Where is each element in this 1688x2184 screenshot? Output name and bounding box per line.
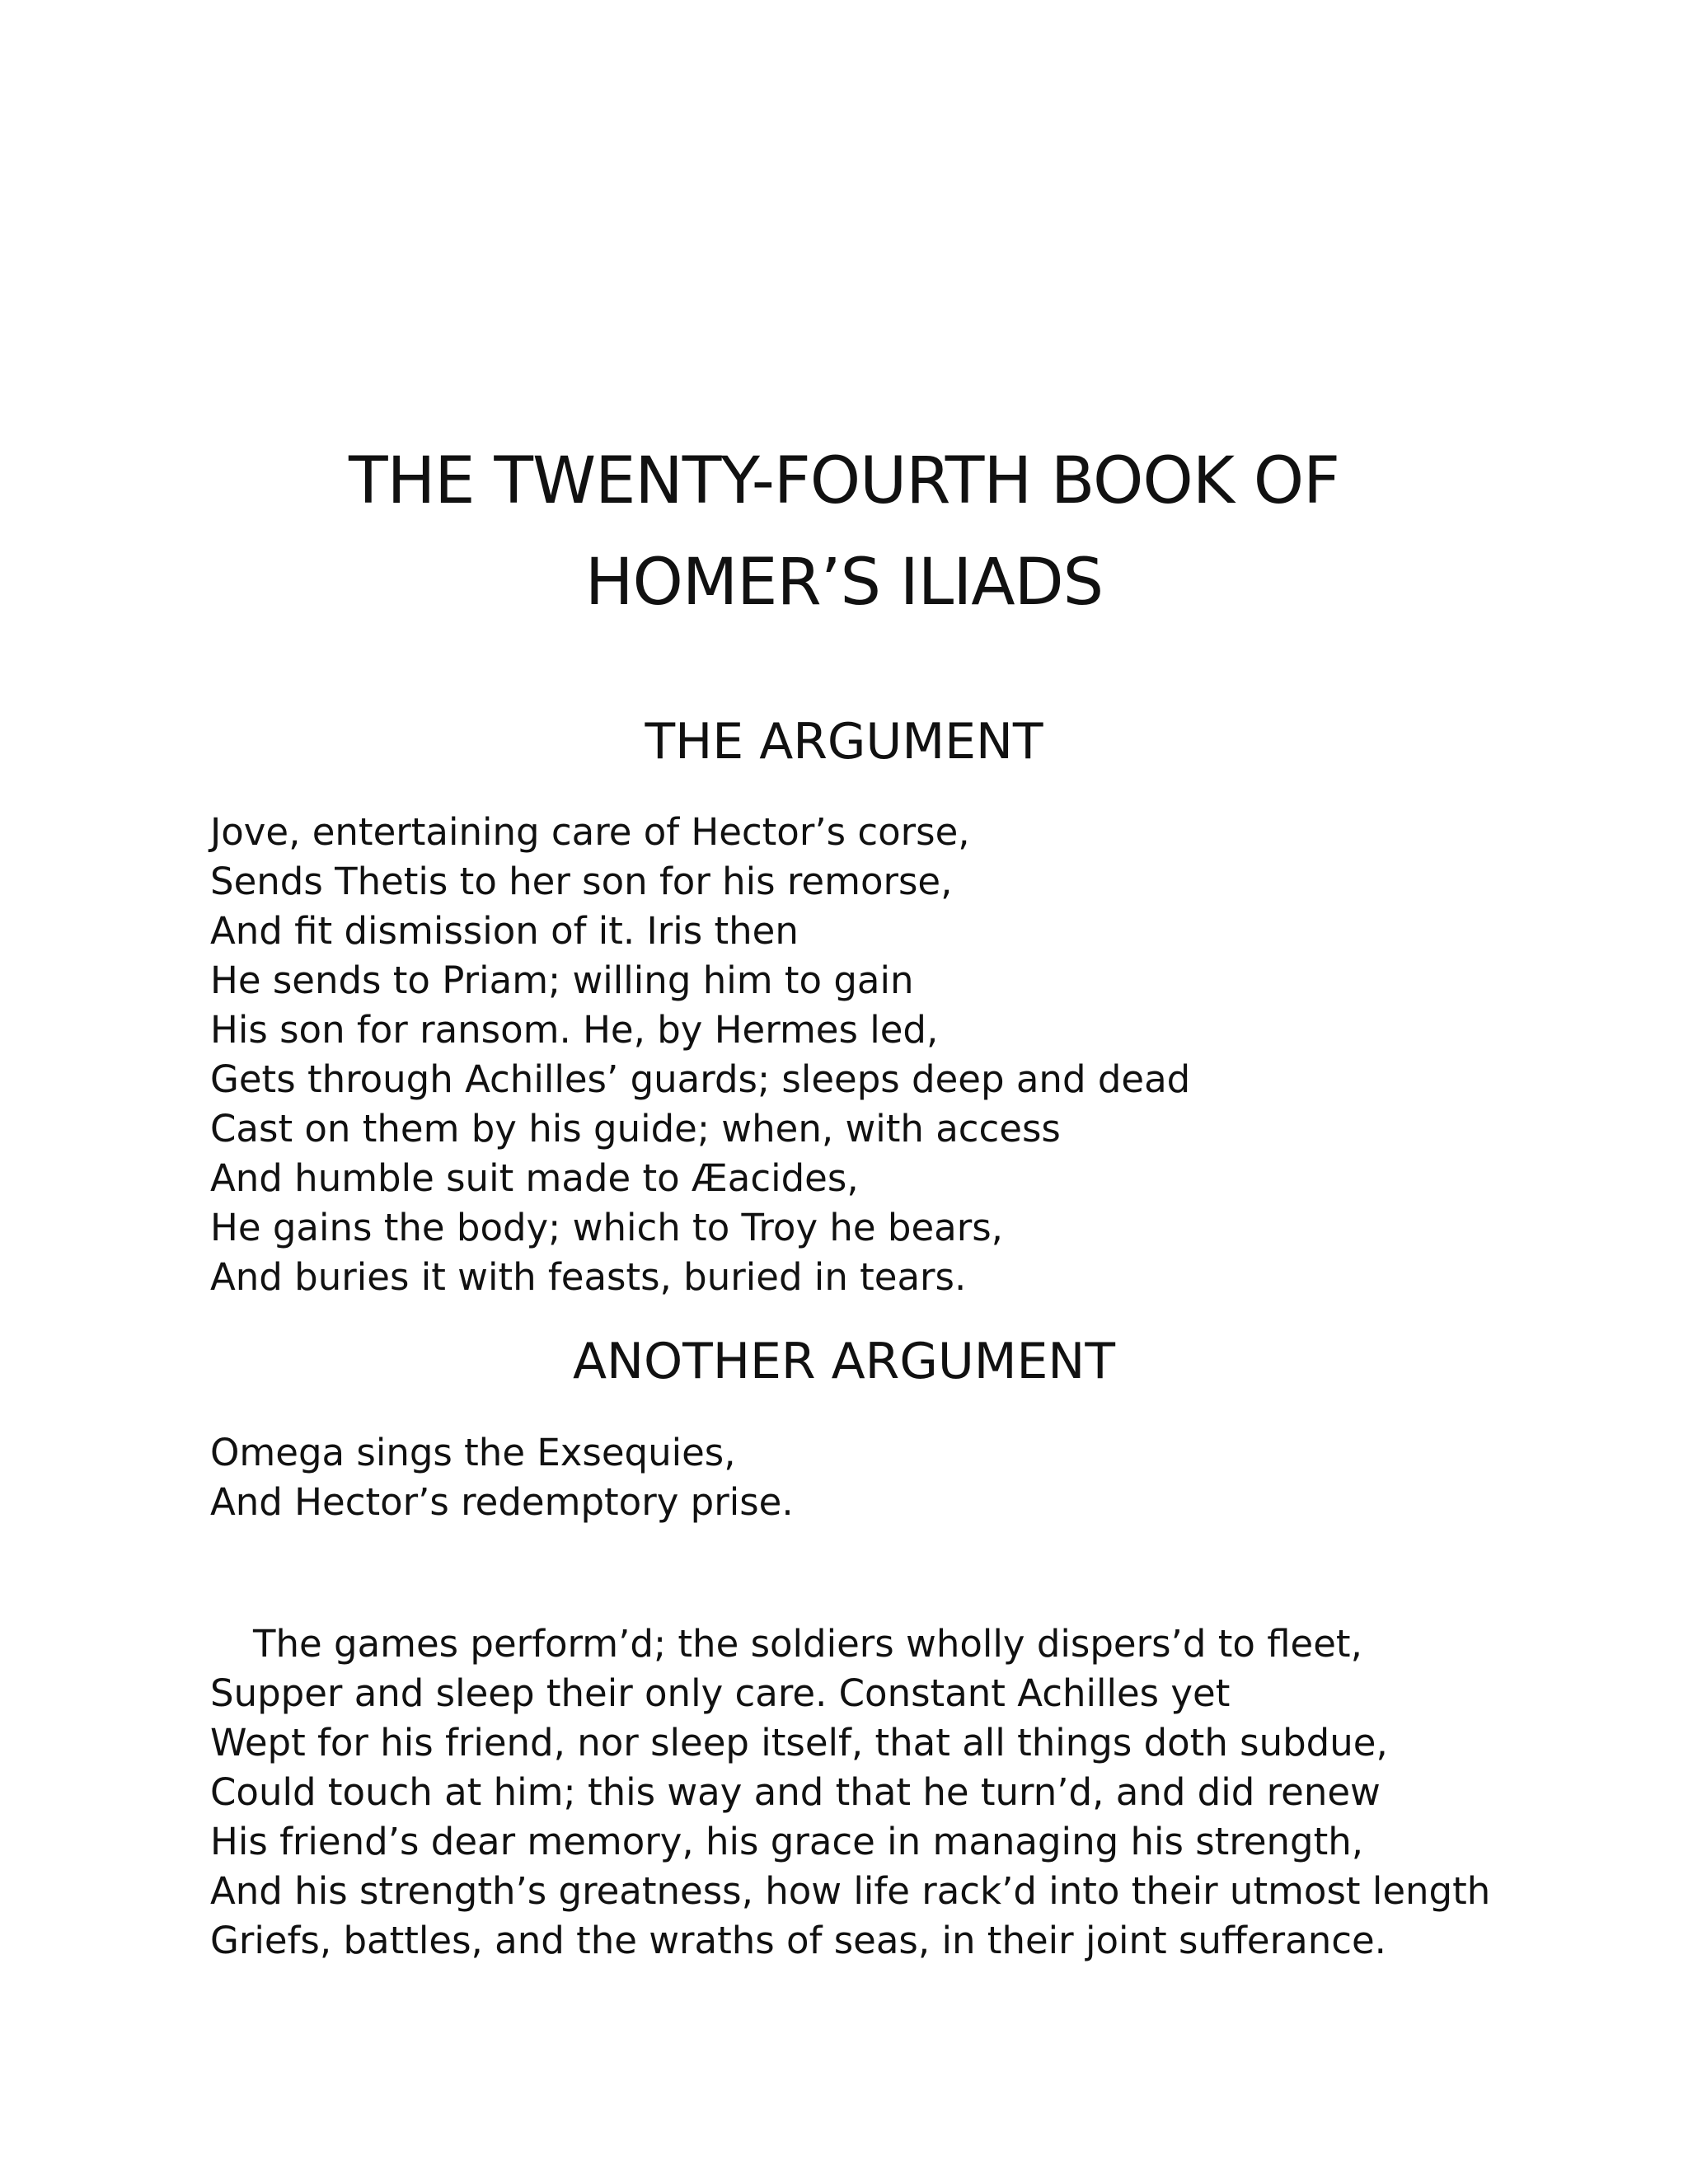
poem-line: And his strength’s greatness, how life rack’d into their utmost length xyxy=(210,1869,1491,1913)
book-title-line-1: THE TWENTY-FOURTH BOOK OF xyxy=(348,444,1340,518)
argument-line: And humble suit made to Æacides, xyxy=(210,1156,859,1200)
another-argument-line: Omega sings the Exsequies, xyxy=(210,1431,736,1474)
argument-line: Sends Thetis to her son for his remorse, xyxy=(210,860,953,903)
poem-line: Supper and sleep their only care. Constant Achilles yet xyxy=(210,1671,1231,1715)
argument-line: Gets through Achilles’ guards; sleeps deep and dead xyxy=(210,1057,1191,1101)
poem-line: Could touch at him; this way and that he turn’d, and did renew xyxy=(210,1770,1381,1814)
another-argument-line: And Hector’s redemptory prise. xyxy=(210,1480,794,1524)
poem-line: His friend’s dear memory, his grace in managing his strength, xyxy=(210,1820,1364,1863)
argument-line: Cast on them by his guide; when, with access xyxy=(210,1107,1061,1151)
poem-line: The games perform’d; the soldiers wholly dispers’d to fleet, xyxy=(253,1622,1362,1666)
poem-line: Wept for his friend, nor sleep itself, that all things doth subdue, xyxy=(210,1721,1388,1765)
poem-line: Griefs, battles, and the wraths of seas, in their joint sufferance. xyxy=(210,1919,1386,1962)
argument-line: And buries it with feasts, buried in tears. xyxy=(210,1255,967,1299)
argument-line: His son for ransom. He, by Hermes led, xyxy=(210,1008,939,1052)
another-argument-verse xyxy=(210,1428,794,1527)
book-title-line-2: HOMER’S ILIADS xyxy=(584,546,1104,620)
another-argument-heading: ANOTHER ARGUMENT xyxy=(573,1333,1115,1390)
argument-verse xyxy=(210,808,1190,1302)
argument-line: He sends to Priam; willing him to gain xyxy=(210,958,914,1002)
argument-line: He gains the body; which to Troy he bears, xyxy=(210,1206,1003,1249)
argument-heading: THE ARGUMENT xyxy=(645,713,1043,771)
argument-line: Jove, entertaining care of Hector’s corse, xyxy=(210,810,970,854)
argument-line: And fit dismission of it. Iris then xyxy=(210,909,799,953)
poem-verse xyxy=(210,1619,1490,1966)
